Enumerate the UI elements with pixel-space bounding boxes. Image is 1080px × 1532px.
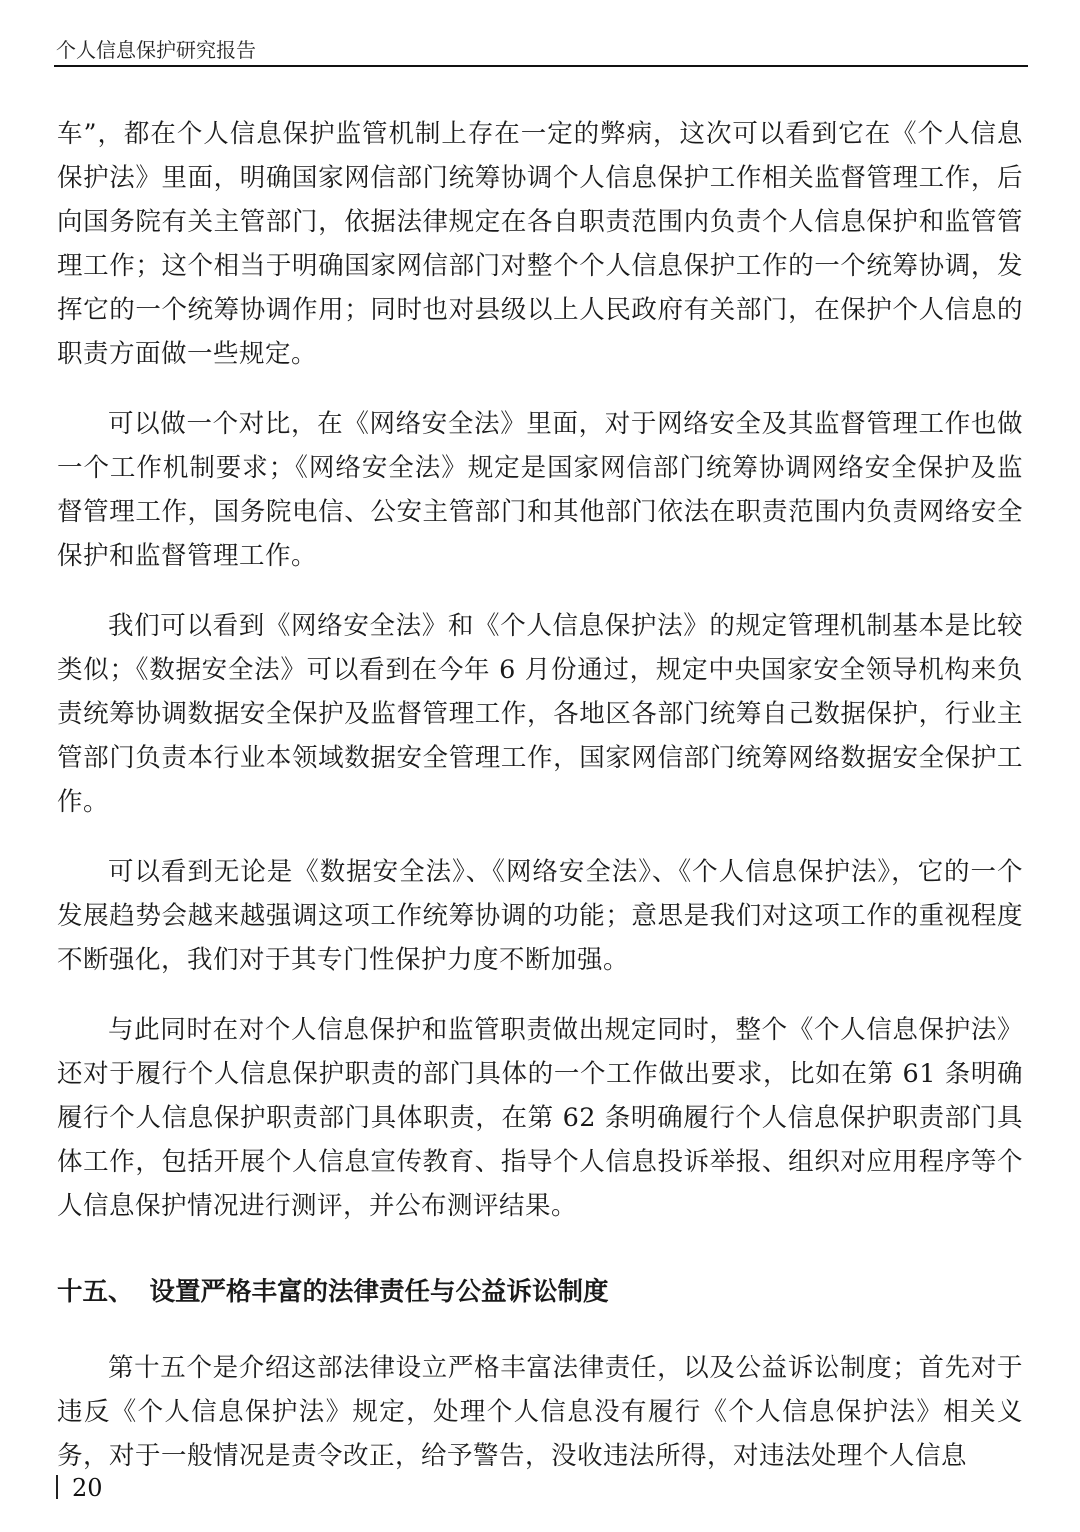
body-paragraph: 可以看到无论是《数据安全法》、《网络安全法》、《个人信息保护法》，它的一个发展趋势会越来越强调这项工作统筹协调的功能；意思是我们对这项工作的重视程度不断强化，我们对于其专门性保护力度不断加强。: [57, 857, 1023, 975]
body-paragraph: 与此同时在对个人信息保护和监管职责做出规定同时，整个《个人信息保护法》还对于履行个人信息保护职责的部门具体的一个工作做出要求，比如在第 61 条明确履行个人信息保护职责部门具体职责，在第 62 条明确履行个人信息保护职责部门具体工作，包括开展个人信息宣传教育、指导个人信息投诉举报、组织对应用程序等个人信息保护情况进行测评，并公布测评结果。: [57, 1015, 1023, 1221]
section-heading: [57, 1272, 1023, 1312]
header-divider: [54, 65, 1028, 67]
running-header: 个人信息保护研究报告: [56, 38, 256, 62]
section-number: 十五、: [57, 1277, 134, 1307]
body-paragraph: 车”，都在个人信息保护监管机制上存在一定的弊病，这次可以看到它在《个人信息保护法》里面，明确国家网信部门统筹协调个人信息保护工作相关监督管理工作，后向国务院有关主管部门，依据法律规定在各自职责范围内负责个人信息保护和监管管理工作；这个相当于明确国家网信部门对整个个人信息保护工作的一个统筹协调，发挥它的一个统筹协调作用；同时也对县级以上人民政府有关部门，在保护个人信息的职责方面做一些规定。: [57, 119, 1023, 369]
document-body: [57, 112, 1023, 1504]
body-paragraph: 可以做一个对比，在《网络安全法》里面，对于网络安全及其监督管理工作也做一个工作机制要求；《网络安全法》规定是国家网信部门统筹协调网络安全保护及监督管理工作，国务院电信、公安主管部门和其他部门依法在职责范围内负责网络安全保护和监督管理工作。: [57, 409, 1023, 571]
section-title: 设置严格丰富的法律责任与公益诉讼制度: [149, 1277, 609, 1307]
page-footer: [56, 1474, 103, 1502]
footer-bar: [56, 1475, 58, 1499]
page-number: 20: [72, 1474, 103, 1502]
body-paragraph: 我们可以看到《网络安全法》和《个人信息保护法》的规定管理机制基本是比较类似；《数据安全法》可以看到在今年 6 月份通过，规定中央国家安全领导机构来负责统筹协调数据安全保护及监督管理工作，各地区各部门统筹自己数据保护，行业主管部门负责本行业本领域数据安全管理工作，国家网信部门统筹网络数据安全保护工作。: [57, 611, 1023, 817]
section-paragraph: 第十五个是介绍这部法律设立严格丰富法律责任，以及公益诉讼制度；首先对于违反《个人信息保护法》规定，处理个人信息没有履行《个人信息保护法》相关义务，对于一般情况是责令改正，给予警告，没收违法所得，对违法处理个人信息: [57, 1353, 1023, 1471]
